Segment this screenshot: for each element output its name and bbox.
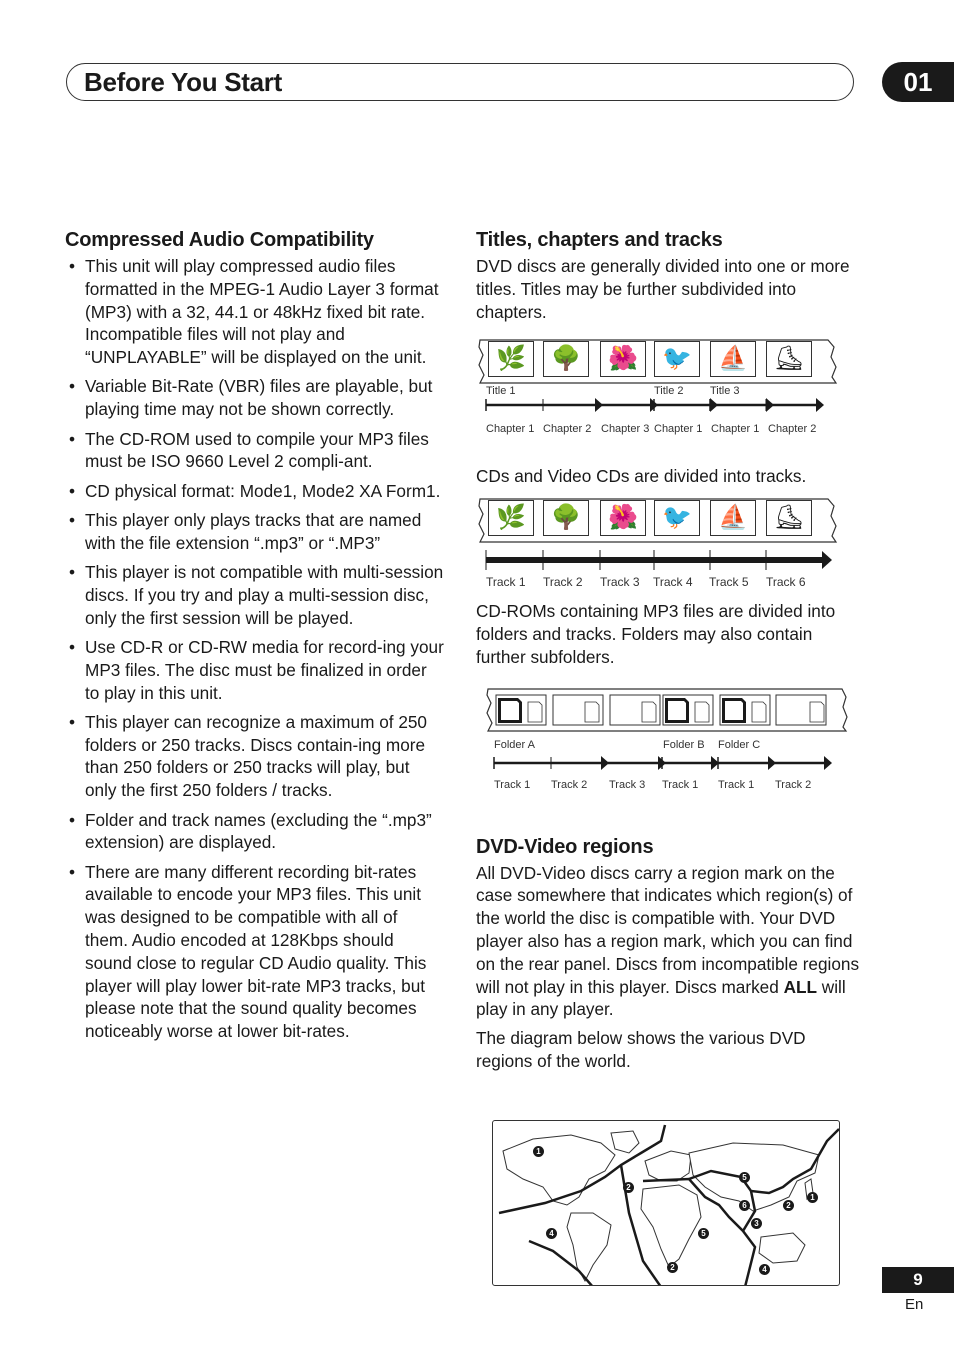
title-label: Title 2 [654, 385, 684, 398]
list-item: • This player can recognize a maximum of 250 folders or 250 tracks. Discs contain-ing more than 250 folders or 250 tracks will play, but only the first 250 folders / tracks. [85, 711, 445, 802]
chapter-label: Chapter 3 [601, 423, 650, 436]
tree-icon: 🌳 [543, 500, 589, 536]
list-item: • Variable Bit-Rate (VBR) files are playable, but playing time may not be shown correctly. [85, 375, 445, 421]
list-item: • This unit will play compressed audio files formatted in the MPEG-1 Audio Layer 3 format (MP3) with a 32, 44.1 or 48kHz fixed bit rate. Incompatible files will not play and “UNPLAYABLE” will be displayed on the unit. [85, 255, 445, 369]
windsurf-icon: ⛵ [710, 500, 756, 536]
track-label: Track 3 [600, 575, 640, 590]
list-item: • CD physical format: Mode1, Mode2 XA Form1. [85, 480, 445, 503]
mp3-structure-diagram [484, 687, 861, 797]
regions-all-label: ALL [783, 976, 818, 997]
folder-label: Folder A [494, 738, 535, 751]
title-label: Title 1 [486, 385, 516, 398]
chapter-label: Chapter 2 [768, 423, 817, 436]
track-label: Track 6 [766, 575, 806, 590]
flower-icon: 🌺 [600, 500, 646, 536]
region-1-marker: 1 [533, 1146, 544, 1157]
region-2-marker: 2 [667, 1262, 678, 1273]
track-label: Track 3 [609, 778, 646, 791]
regions-text [476, 862, 861, 1022]
list-item: • This player is not compatible with multi-session discs. If you try and play a multi-session disc, only the first session will be played. [85, 561, 445, 629]
windsurf-icon: ⛵ [710, 341, 756, 377]
regions-heading: DVD-Video regions [476, 835, 654, 858]
dvd-region-map [492, 1120, 840, 1286]
chapter-label: Chapter 1 [486, 423, 535, 436]
region-4-marker: 4 [759, 1264, 770, 1275]
region-4-marker: 4 [546, 1228, 557, 1239]
right-column [476, 227, 861, 1079]
region-6-marker: 6 [739, 1200, 750, 1211]
page-language: En [905, 1296, 924, 1313]
regions-diagram-intro: The diagram below shows the various DVD regions of the world. [476, 1028, 806, 1071]
list-item: • There are many different recording bit-rates available to encode your MP3 files. This unit was designed to be compatible with all of them. Audio encoded at 128Kbps should sound close to regular CD Audio quality. This player will play lower bit-rate MP3 tracks, but please note that the sound quality becomes noticeably worse at lower bit-rates. [85, 861, 445, 1043]
list-item: • Folder and track names (excluding the “.mp3” extension) are displayed. [85, 809, 445, 855]
region-1-marker: 1 [807, 1192, 818, 1203]
track-label: Track 1 [662, 778, 699, 791]
bird-icon: 🐦 [654, 341, 700, 377]
folder-label: Folder B [663, 738, 705, 751]
title-label: Title 3 [710, 385, 740, 398]
tree-icon: 🌳 [543, 341, 589, 377]
mp3-intro: CD-ROMs containing MP3 files are divided into folders and tracks. Folders may also contain further subfolders. [476, 601, 836, 667]
chapter-label: Chapter 1 [654, 423, 703, 436]
regions-text-part2: will play in any player. [476, 976, 846, 1020]
region-5-marker: 5 [698, 1228, 709, 1239]
track-label: Track 4 [653, 575, 693, 590]
track-label: Track 1 [486, 575, 526, 590]
chapter-number: 01 [882, 62, 954, 102]
left-column [65, 227, 445, 1050]
region-2-marker: 2 [623, 1182, 634, 1193]
region-3-marker: 3 [751, 1218, 762, 1229]
dvd-structure-diagram [476, 337, 861, 465]
track-label: Track 2 [775, 778, 812, 791]
region-2-marker: 2 [783, 1200, 794, 1211]
page-title: Before You Start [84, 67, 282, 97]
cd-structure-diagram [476, 496, 861, 596]
leaf-icon: 🌿 [488, 500, 534, 536]
regions-text-part1: All DVD-Video discs carry a region mark on the case somewhere that indicates which region(s) of the world the disc is compatible with. Your DVD player also has a region mark, which you can find on the rear panel. Discs from incompatible regions will not play in this player. Discs marked [476, 862, 860, 997]
track-label: Track 2 [543, 575, 583, 590]
compressed-audio-heading: Compressed Audio Compatibility [65, 229, 374, 251]
cd-intro: CDs and Video CDs are divided into tracks. [476, 466, 807, 487]
list-item: • Use CD-R or CD-RW media for record-ing your MP3 files. The disc must be finalized in order to play in this unit. [85, 636, 445, 704]
page-number: 9 [882, 1267, 954, 1293]
skater-icon: ⛸ [766, 500, 812, 536]
region-5-marker: 5 [739, 1172, 750, 1183]
titles-heading: Titles, chapters and tracks [476, 229, 723, 251]
compat-list [65, 255, 445, 1043]
bird-icon: 🐦 [654, 500, 700, 536]
leaf-icon: 🌿 [488, 341, 534, 377]
flower-icon: 🌺 [600, 341, 646, 377]
track-label: Track 1 [718, 778, 755, 791]
track-label: Track 5 [709, 575, 749, 590]
track-label: Track 1 [494, 778, 531, 791]
chapter-label: Chapter 1 [711, 423, 760, 436]
chapter-label: Chapter 2 [543, 423, 592, 436]
track-label: Track 2 [551, 778, 588, 791]
skater-icon: ⛸ [766, 341, 812, 377]
titles-intro: DVD discs are generally divided into one or more titles. Titles may be further subdivided into chapters. [476, 256, 850, 322]
list-item: • This player only plays tracks that are named with the file extension “.mp3” or “.MP3” [85, 509, 445, 555]
folder-label: Folder C [718, 738, 761, 751]
list-item: • The CD-ROM used to compile your MP3 files must be ISO 9660 Level 2 compli-ant. [85, 428, 445, 474]
